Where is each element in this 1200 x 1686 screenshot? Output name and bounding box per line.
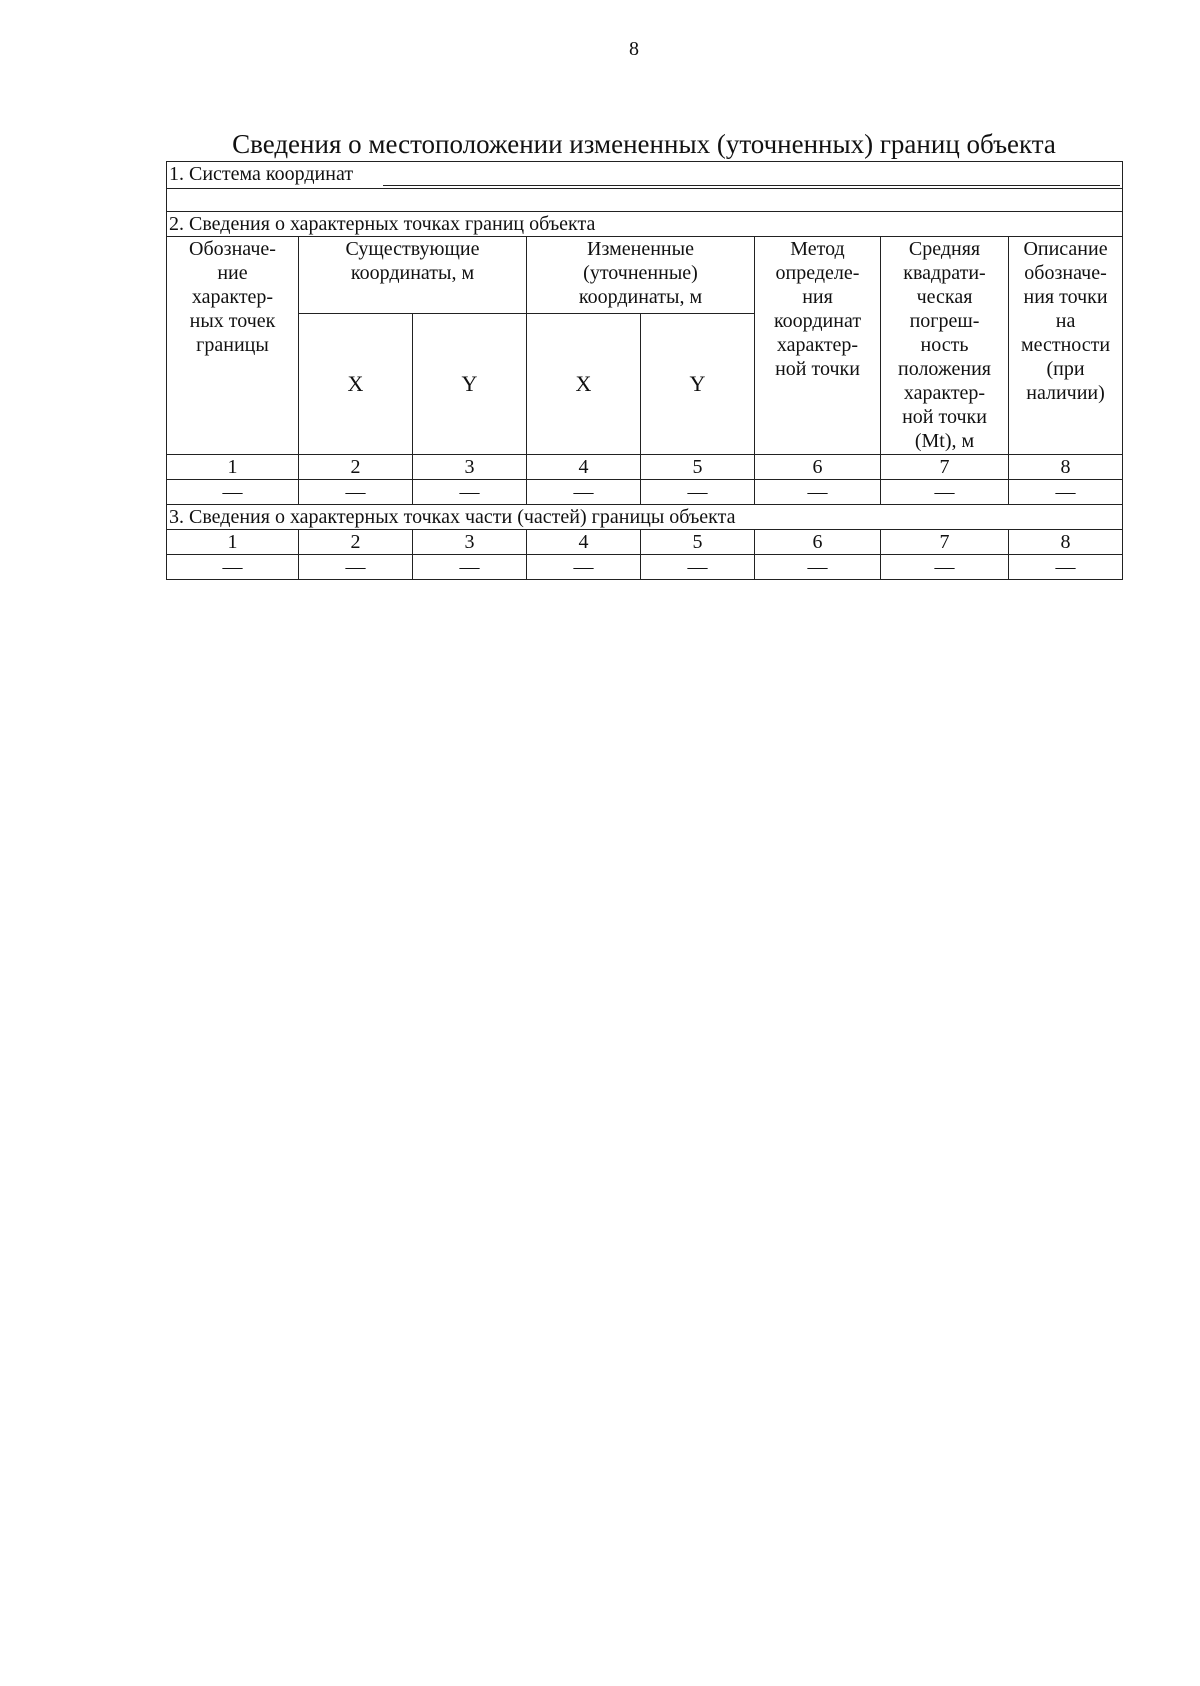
header-y-changed: Y [641, 314, 755, 455]
table-cell: — [527, 555, 641, 580]
section-3-number-row [167, 530, 1123, 555]
column-number: 4 [527, 455, 641, 480]
column-number: 1 [167, 530, 299, 555]
header-row-1 [167, 237, 1123, 314]
section-2-label: 2. Сведения о характерных точках границ объекта [167, 212, 1123, 237]
header-changed-coordinates: Измененные (уточненные) координаты, м [527, 237, 755, 314]
section-2-data-row [167, 480, 1123, 505]
boundary-info-table [166, 161, 1123, 580]
header-point-description: Описание обозначе- ния точки на местности (при наличии) [1009, 237, 1123, 455]
page-number: 8 [629, 38, 639, 60]
column-number: 3 [413, 530, 527, 555]
table-cell: — [755, 555, 881, 580]
column-number: 1 [167, 455, 299, 480]
header-existing-coordinates: Существующие координаты, м [299, 237, 527, 314]
column-number: 3 [413, 455, 527, 480]
document-title: Сведения о местоположении измененных (уточненных) границ объекта [232, 129, 1056, 159]
column-number: 5 [641, 530, 755, 555]
table-cell: — [641, 480, 755, 505]
column-number: 8 [1009, 530, 1123, 555]
column-number: 8 [1009, 455, 1123, 480]
section-2-number-row [167, 455, 1123, 480]
header-point-designation: Обозначе- ние характер- ных точек границы [167, 237, 299, 455]
column-number: 7 [881, 455, 1009, 480]
blank-row [167, 189, 1123, 212]
header-y-existing: Y [413, 314, 527, 455]
table-cell: — [167, 480, 299, 505]
table-cell: — [1009, 555, 1123, 580]
table-cell: — [641, 555, 755, 580]
table-cell: — [413, 480, 527, 505]
table-cell: — [527, 480, 641, 505]
table-cell: — [755, 480, 881, 505]
column-number: 4 [527, 530, 641, 555]
header-method: Метод определе- ния координат характер- ной точки [755, 237, 881, 455]
column-number: 6 [755, 455, 881, 480]
column-number: 2 [299, 455, 413, 480]
table-cell: — [1009, 480, 1123, 505]
section-3-data-row [167, 555, 1123, 580]
table-cell: — [881, 555, 1009, 580]
coordinate-system-row [167, 162, 1123, 189]
column-number: 7 [881, 530, 1009, 555]
table-cell: — [299, 555, 413, 580]
header-x-existing: X [299, 314, 413, 455]
column-number: 6 [755, 530, 881, 555]
coordinate-system-field[interactable] [383, 165, 1120, 186]
section-2-row [167, 212, 1123, 237]
section-3-label: 3. Сведения о характерных точках части (частей) границы объекта [167, 505, 1123, 530]
section-3-row [167, 505, 1123, 530]
header-x-changed: X [527, 314, 641, 455]
table-cell: — [299, 480, 413, 505]
table-cell: — [413, 555, 527, 580]
header-mean-square-error: Средняя квадрати- ческая погреш- ность положения характер- ной точки (Mt), м [881, 237, 1009, 455]
coordinate-system-label: 1. Система координат [169, 163, 354, 185]
column-number: 5 [641, 455, 755, 480]
table-cell: — [881, 480, 1009, 505]
column-number: 2 [299, 530, 413, 555]
table-cell: — [167, 555, 299, 580]
